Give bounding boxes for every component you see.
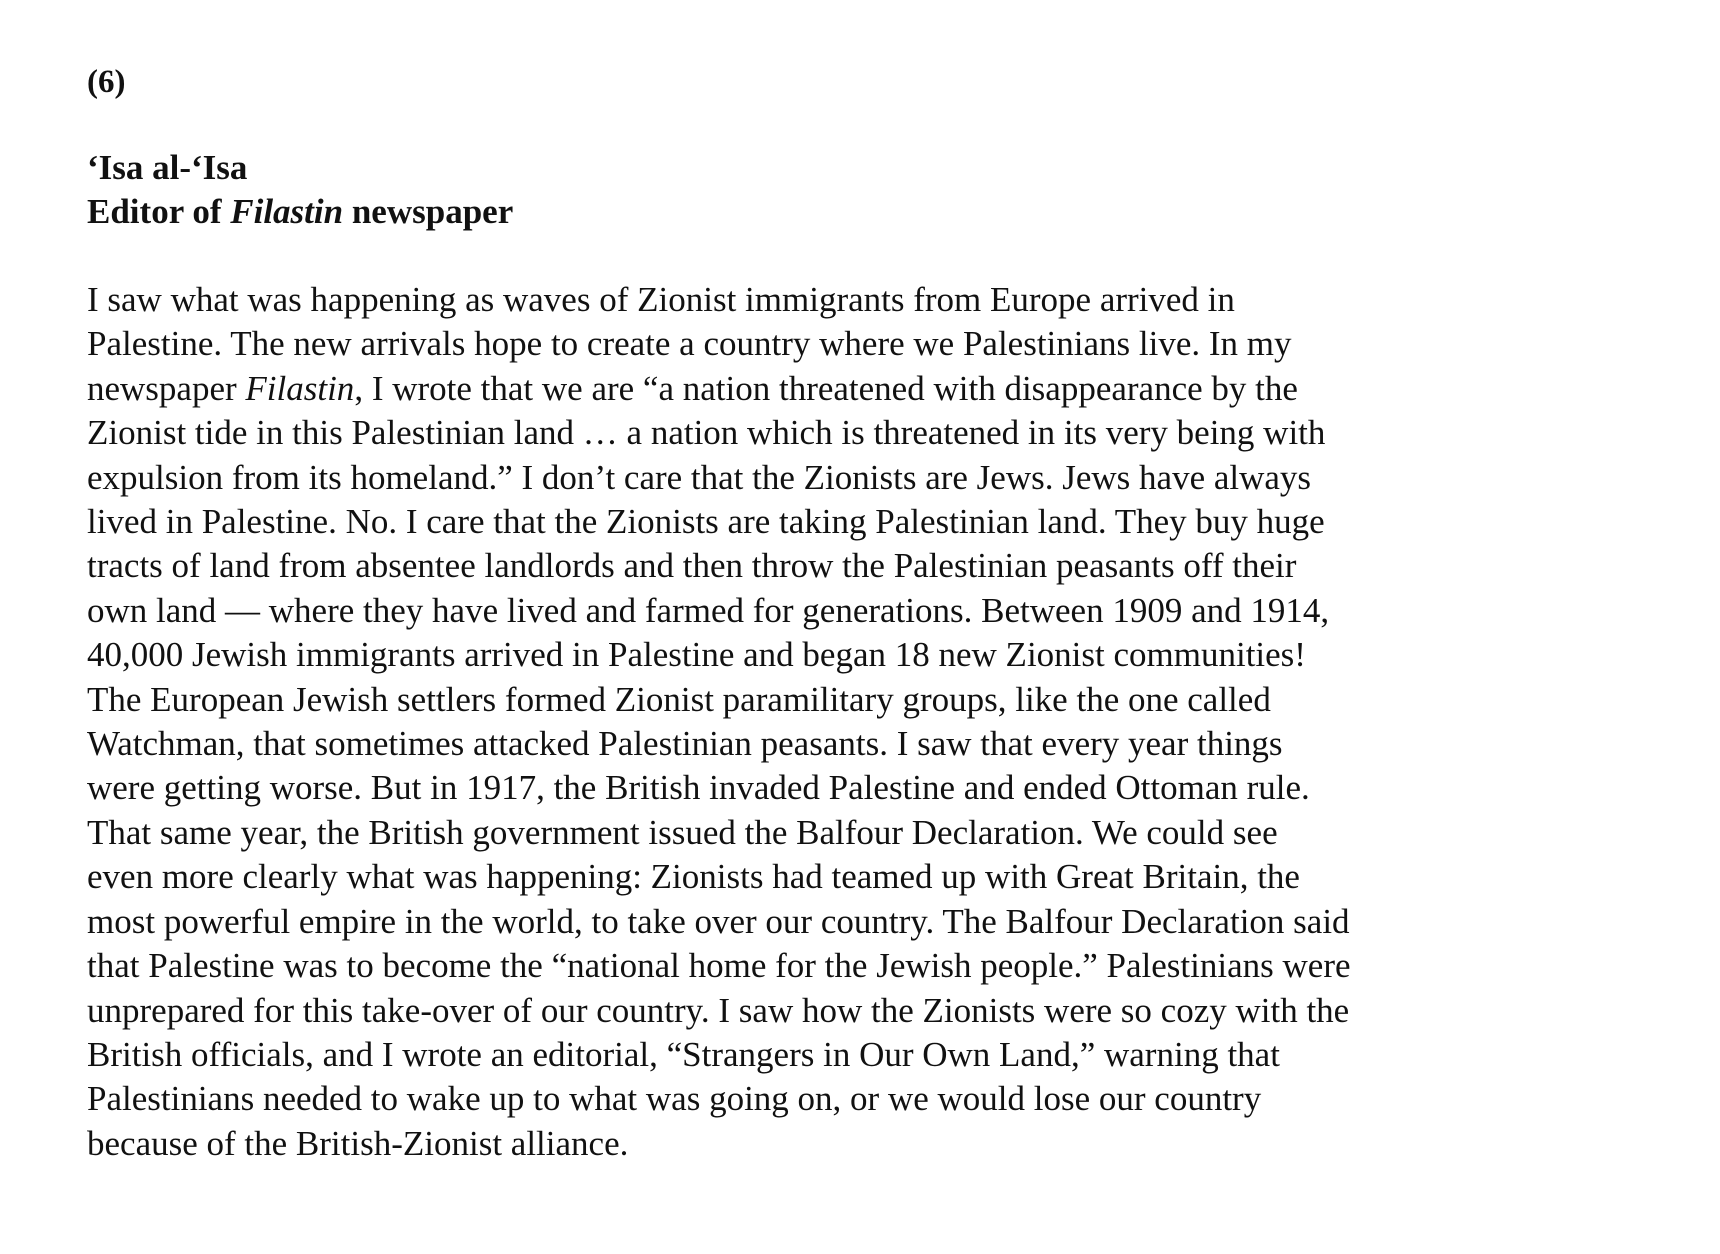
paragraph-line: Palestine. The new arrivals hope to create a country where we Palestinians live. In my — [87, 324, 1292, 364]
paragraph-line: were getting worse. But in 1917, the British invaded Palestine and ended Ottoman rule. — [87, 768, 1310, 808]
paragraph-line: that Palestine was to become the “national home for the Jewish people.” Palestinians were — [87, 946, 1351, 986]
document-number: (6) — [87, 64, 126, 100]
document-page — [87, 60, 1487, 1166]
newspaper-title: Filastin — [230, 192, 344, 231]
paragraph-line: Watchman, that sometimes attacked Palestinian peasants. I saw that every year things — [87, 724, 1283, 764]
author-role-suffix: newspaper — [343, 192, 514, 231]
paragraph-line: British officials, and I wrote an editorial, “Strangers in Our Own Land,” warning that — [87, 1034, 1280, 1074]
newspaper-title-inline: Filastin — [245, 368, 355, 408]
paragraph-line: Zionist tide in this Palestinian land … a nation which is threatened in its very being with — [87, 413, 1326, 453]
paragraph-line-post: , I wrote that we are “a nation threatened with disappearance by the — [354, 368, 1298, 408]
paragraph-line: tracts of land from absentee landlords and then throw the Palestinian peasants off their — [87, 546, 1297, 586]
paragraph-line — [87, 367, 1487, 411]
paragraph-line: 40,000 Jewish immigrants arrived in Palestine and began 18 new Zionist communities! — [87, 635, 1306, 675]
paragraph-line: unprepared for this take-over of our country. I saw how the Zionists were so cozy with the — [87, 990, 1350, 1030]
paragraph-line-pre: newspaper — [87, 368, 246, 408]
author-role — [87, 190, 1487, 234]
paragraph-line: lived in Palestine. No. I care that the Zionists are taking Palestinian land. They buy huge — [87, 502, 1325, 542]
paragraph-line: The European Jewish settlers formed Zionist paramilitary groups, like the one called — [87, 679, 1271, 719]
paragraph-line: I saw what was happening as waves of Zionist immigrants from Europe arrived in — [87, 280, 1235, 319]
paragraph-line: expulsion from its homeland.” I don’t care that the Zionists are Jews. Jews have always — [87, 457, 1312, 497]
author-name: ‘Isa al-‘Isa — [87, 148, 248, 187]
paragraph-line: most powerful empire in the world, to take over our country. The Balfour Declaration said — [87, 901, 1350, 941]
author-role-prefix: Editor of — [87, 192, 231, 231]
body-paragraph — [87, 278, 1487, 1166]
paragraph-line: own land — where they have lived and farmed for generations. Between 1909 and 1914, — [87, 590, 1330, 630]
author-heading — [87, 146, 1487, 234]
paragraph-line: because of the British-Zionist alliance. — [87, 1123, 629, 1163]
paragraph-line: even more clearly what was happening: Zionists had teamed up with Great Britain, the — [87, 857, 1300, 897]
paragraph-line: That same year, the British government issued the Balfour Declaration. We could see — [87, 812, 1278, 852]
paragraph-line: Palestinians needed to wake up to what was going on, or we would lose our country — [87, 1079, 1262, 1119]
